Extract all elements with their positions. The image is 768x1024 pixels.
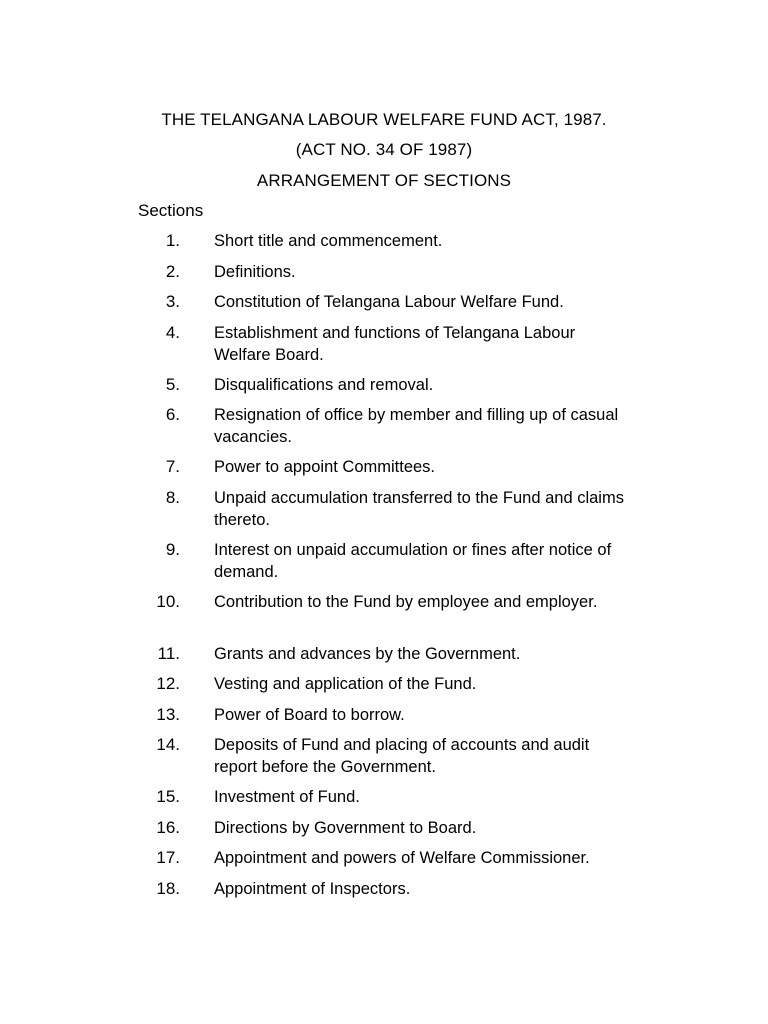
section-row [0, 878, 768, 909]
section-title: Directions by Government to Board. [214, 818, 477, 837]
section-title: Appointment of Inspectors. [214, 879, 411, 898]
section-number: 16. [156, 817, 180, 837]
section-number: 18. [156, 878, 180, 898]
section-number: 4. [165, 322, 180, 342]
section-row [0, 456, 768, 487]
section-number: 17. [156, 848, 180, 867]
section-number: 5. [165, 374, 180, 394]
section-title: Vesting and application of the Fund. [214, 675, 477, 693]
section-row [0, 817, 768, 848]
section-number: 7. [165, 457, 180, 476]
section-title: Short title and commencement. [214, 232, 443, 250]
section-row [0, 643, 768, 674]
section-title: Disqualifications and removal. [214, 375, 434, 394]
section-title: Investment of Fund. [214, 788, 360, 806]
section-row [0, 404, 768, 456]
section-number: 12. [156, 674, 180, 693]
section-title: Definitions. [214, 262, 296, 281]
section-title: Deposits of Fund and placing of accounts and audit report before the Government. [214, 736, 590, 776]
section-row [0, 591, 768, 643]
section-row [0, 734, 768, 786]
act-number: (ACT NO. 34 OF 1987) [295, 140, 473, 159]
sections-label: Sections [138, 201, 204, 220]
section-row [0, 322, 768, 374]
section-row [0, 487, 768, 539]
sections-list [0, 230, 768, 908]
section-number: 9. [165, 539, 180, 559]
section-title: Constitution of Telangana Labour Welfare Fund. [214, 293, 564, 311]
section-number: 8. [165, 487, 180, 507]
section-row [0, 539, 768, 591]
section-number: 15. [156, 787, 180, 806]
section-row [0, 786, 768, 817]
section-row [0, 847, 768, 878]
section-title: Interest on unpaid accumulation or fines after notice of demand. [214, 540, 612, 581]
section-number: 10. [156, 591, 180, 611]
section-row [0, 374, 768, 405]
section-title: Appointment and powers of Welfare Commissioner. [214, 849, 590, 867]
section-title: Unpaid accumulation transferred to the Fund and claims thereto. [214, 488, 624, 529]
section-number: 11. [157, 643, 180, 663]
section-number: 14. [156, 735, 180, 754]
section-row [0, 291, 768, 322]
section-title: Contribution to the Fund by employee and employer. [214, 592, 598, 611]
section-row [0, 230, 768, 261]
section-row [0, 704, 768, 735]
section-title: Grants and advances by the Government. [214, 644, 521, 663]
section-number: 1. [165, 231, 180, 250]
section-number: 3. [165, 292, 180, 311]
act-title: THE TELANGANA LABOUR WELFARE FUND ACT, 1987. [161, 110, 607, 129]
section-title: Establishment and functions of Telangana Labour Welfare Board. [214, 323, 576, 364]
section-title: Power of Board to borrow. [214, 705, 405, 724]
section-row [0, 261, 768, 292]
section-number: 13. [156, 704, 180, 724]
section-title: Power to appoint Committees. [214, 458, 436, 476]
arrangement-heading: ARRANGEMENT OF SECTIONS [256, 171, 512, 190]
section-number: 2. [165, 261, 180, 281]
section-row [0, 673, 768, 704]
section-title: Resignation of office by member and filling up of casual vacancies. [214, 406, 619, 446]
section-number: 6. [165, 405, 180, 424]
